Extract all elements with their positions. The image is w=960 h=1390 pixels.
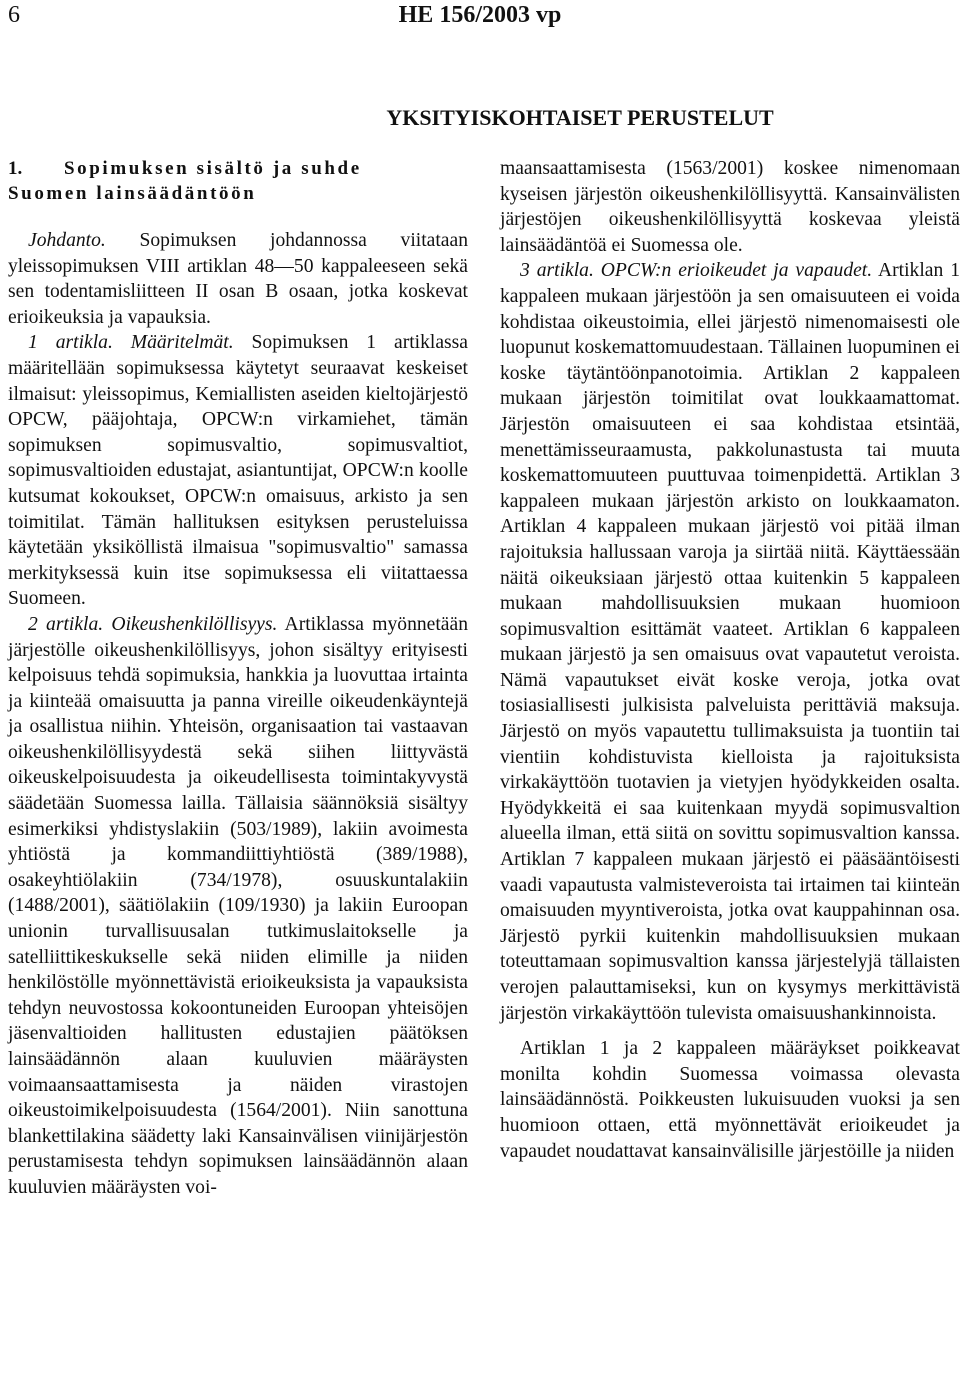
paragraph-body: Sopimuksen johdannossa viitataan yleissopimuksen VIII artiklan 48—50 kappaleeseen sekä sen todentamisliitteen II osan B osaan, jotka koskevat erioikeuksia ja vapauksia. [8,230,468,328]
paragraph-lead: Johdanto. [28,230,106,251]
paragraph-article-1-2-assessment: Artiklan 1 ja 2 kappaleen määräykset poikkeavat monilta kohdin Suomessa voimassa olevasta lainsäädännöstä. Poikkeusten lukuisuuden vuoksi ja sen huomioon ottaen, että myönnettävät erioikeudet ja vapaudet noudattavat kansainvälisille järjestöille ja niiden [500,1038,960,1162]
document-id: HE 156/2003 vp [398,2,562,28]
chapter-title-1: Sopimuksen sisältö ja suhde [64,158,362,179]
section-title: YKSITYISKOHTAISET PERUSTELUT [386,105,774,130]
paragraph-article-1 [8,330,468,612]
paragraph-introduction [8,228,468,330]
chapter-number: 1. [8,158,23,179]
left-column [8,156,468,1201]
chapter-heading [8,156,468,206]
paragraph-lead: 3 artikla. OPCW:n erioikeudet ja vapaudet. [520,260,873,282]
chapter-title-2: Suomen lainsäädäntöön [8,183,257,204]
paragraph-body: Artiklassa myönnetään järjestölle oikeushenkilöllisyys, johon sisältyy erityisesti kelpoisuus tehdä sopimuksia, hankkia ja luovuttaa irtainta ja kiinteää omaisuutta ja panna vireille oikeudenkäyntejä ja osallistua niihin. Yhteisön, organisaation tai vastaavan oikeushenkilöllisyydestä sekä siihen liittyvästä oikeuskelpoisuudesta ja oikeudellisesta toimintakyvystä säädetään Suomessa lailla. Tällaisia säännöksiä sisältyy esimerkiksi yhdistyslakiin (503/1989), lakiin avoimesta yhtiöstä ja kommandiittiyhtiöstä (389/1988), osakeyhtiölakiin (734/1978), osuuskuntalakiin (1488/2001), säätiölakiin (109/1930) ja lakiin Euroopan unionin turvallisuusalan tutkimuslaitokselle ja satelliittikeskukselle sekä niiden elimille ja niiden henkilöstölle myönnettävistä erioikeuksista ja vapauksista tehdyn neuvostossa kokoontuneiden Euroopan yhteisöjen jäsenvaltioiden hallitusten edustajien päätöksen lainsäädännön alaan kuuluvien määräysten voimaansaattamisesta ja näiden virastojen oikeustoimikelpoisuudesta (1564/2001). Niin sanottuna blankettilakina säädetty laki Kansainvälisen viinijärjestön perustamisesta tehdyn sopimuksen lainsäädännön alaan kuuluvien määräysten voi- [8,613,468,1198]
paragraph-gap [500,1026,960,1036]
page-number: 6 [8,2,20,28]
paragraph-article-2 [8,612,468,1201]
paragraph-article-3 [500,258,960,1026]
right-column [500,156,960,1164]
paragraph-lead: 1 artikla. Määritelmät. [28,332,234,354]
paragraph-continuation: maansaattamisesta (1563/2001) koskee nimenomaan kyseisen järjestön oikeushenkilöllisyyttä. Kansainvälisten järjestöjen oikeushenkilöllisyyttä koskevaa yleistä lainsäädäntöä ei Suomessa ole. [500,158,960,256]
chapter-heading-line-1 [8,156,468,181]
paragraph-body: Sopimuksen 1 artiklassa määritellään sopimuksessa käytetyt seuraavat keskeiset ilmaisut: yleissopimus, Kemiallisten aseiden kieltojärjestö OPCW, pääjohtaja, OPCW:n virkamiehet, tämän sopimuksen sopimusvaltio, sopimusvaltiot, sopimusvaltioiden edustajat, asiantuntijat, OPCW:n koolle kutsumat kokoukset, OPCW:n omaisuus, arkisto ja sen toimitilat. Tämän hallituksen esityksen perusteluissa käytetään yksiköllistä ilmaisua "sopimusvaltio" samassa merkityksessä kuin itse sopimuksessa eli viitattaessa Suomeen. [8,332,468,610]
paragraph-lead: 2 artikla. Oikeushenkilöllisyys. [28,613,278,635]
paragraph-body: Artiklan 1 kappaleen mukaan järjestöön ja sen omaisuuteen ei voida kohdistaa oikeustoimia, ellei järjestö nimenomaisesti ole luopunut koskemattomuudestaan. Tällainen luopuminen ei koske täytäntöönpanotoimia. Artiklan 2 kappaleen mukaan järjestön toimitilat ovat loukkaamattomat. Järjestön omaisuuteen ei saa kohdistaa etsintää, menettämisseuraamusta, pakkolunastusta tai muuta koskemattomuuteen puuttuvaa toimenpidettä. Artiklan 3 kappaleen mukaan järjestön arkisto on loukkaamaton. Artiklan 4 kappaleen mukaan järjestö voi pitää ilman rajoituksia hallussaan varoja ja siirtää niitä. Käyttäessään näitä oikeuksiaan järjestö ottaa kuitenkin 5 kappaleen mukaan mahdollisuuksien mukaan huomioon sopimusvaltion esittämät vaateet. Artiklan 6 kappaleen mukaan järjestö ja sen omaisuus ovat vapautetut veroista. Nämä vapautukset eivät koske veroja, jotka ovat tosiasiallisesti julkisista palveluista perittäviä maksuja. Järjestö on myös vapautettu tullimaksuista ja tuontiin tai vientiin kohdistuvista kielloista ja rajoituksista virkakäyttöön tuotavien ja vietyjen hyödykkeiden osalta. Hyödykkeitä ei saa kuitenkaan myydä sopimusvaltion alueella ilman, että siitä on sovittu sopimusvaltion kanssa. Artiklan 7 kappaleen mukaan järjestö ei pääsääntöisesti vaadi vapautusta valmisteveroista tai irtaimen tai kiinteän omaisuuden myyntiveroista, jotka ovat kauppahinnan osa. Järjestö pyrkii kuitenkin mahdollisuuksien mukaan toteuttamaan sopimusvaltion kanssa järjestelyjä tällaisten verojen palauttamiseksi, kun on kysymys merkittävistä järjestön virkakäyttöön tulevista omaisuushankinnoista. [500,260,960,1024]
